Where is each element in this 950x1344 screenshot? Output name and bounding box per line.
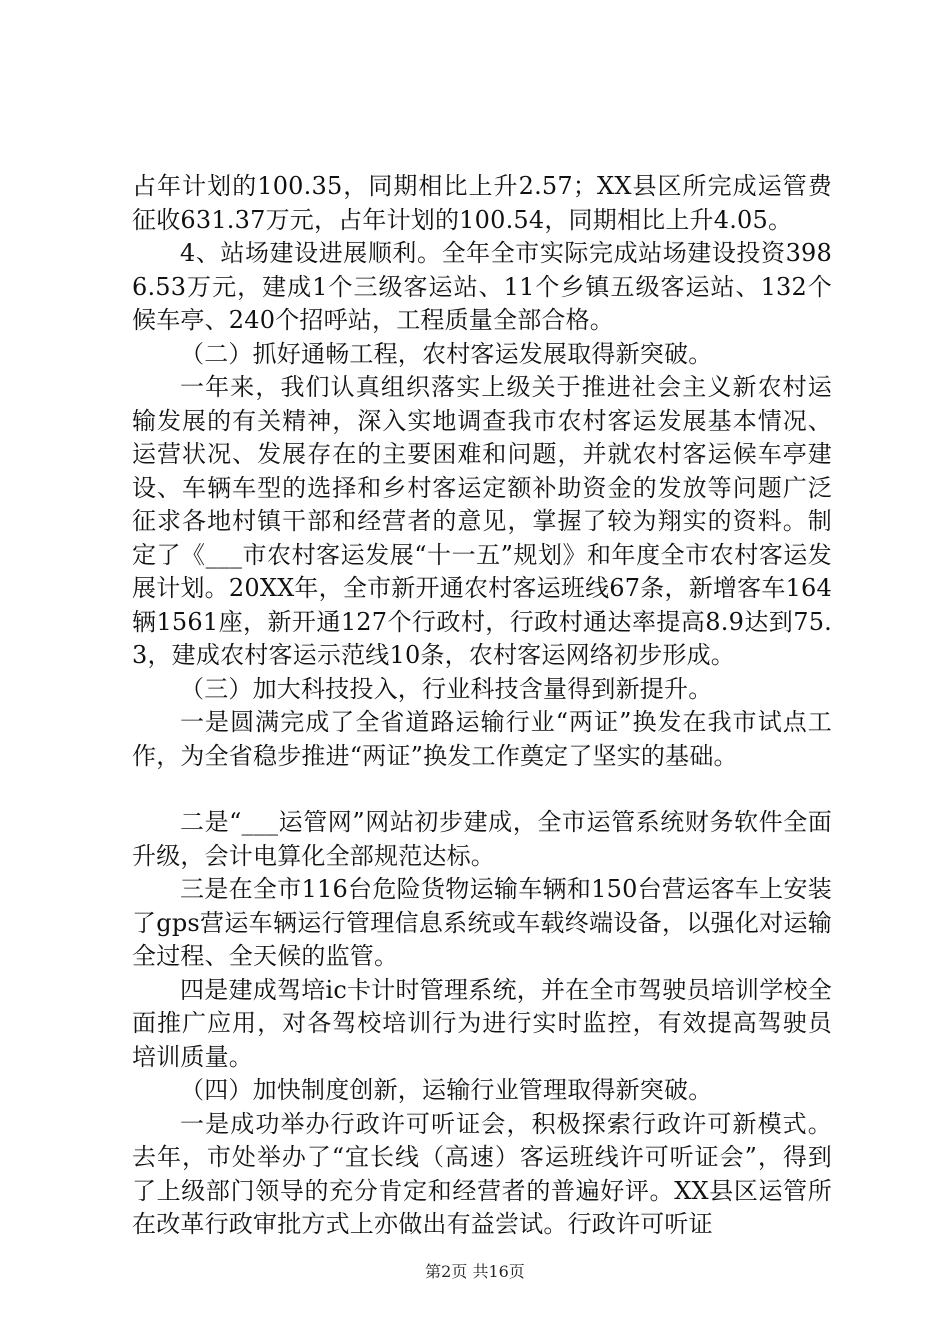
paragraph-8: 三是在全市116台危险货物运输车辆和150台营运客车上安装了gps营运车辆运行管理信息系统或车载终端设备，以强化对运输全过程、全天候的监管。 xyxy=(132,875,832,970)
paragraph-7: 二是“___运管网”网站初步建成，全市运管系统财务软件全面升级，会计电算化全部规范达标。 xyxy=(132,808,832,870)
paragraph-1: 占年计划的100.35，同期相比上升2.57；XX县区所完成运管费征收631.37万元，占年计划的100.54，同期相比上升4.05。 xyxy=(132,172,832,234)
section-heading-3: （三）加大科技投入，行业科技含量得到新提升。 xyxy=(180,674,713,703)
page-footer xyxy=(0,1262,950,1282)
paragraph-4: 一年来，我们认真组织落实上级关于推进社会主义新农村运输发展的有关精神，深入实地调查我市农村客运发展基本情况、运营状况、发展存在的主要困难和问题，并就农村客运候车亭建设、车辆车型的选择和乡村客运定额补助资金的发放等问题广泛征求各地村镇干部和经营者的意见，掌握了较为翔实的资料。制定了《___市农村客运发展“十一五”规划》和年度全市农村客运发展计划。20XX年，全市新开通农村客运班线67条，新增客车164辆1561座，新开通127个行政村，行政村通达率提高8.9达到75.3，建成农村客运示范线10条，农村客运网络初步形成。 xyxy=(132,373,832,669)
page-number: 第2页 共16页 xyxy=(425,1262,525,1281)
paragraph-11: 一是成功举办行政许可听证会，积极探索行政许可新模式。去年，市处举办了“宜长线（高速）客运班线许可听证会”，得到了上级部门领导的充分肯定和经营者的普遍好评。XX县区运管所在改革行政审批方式上亦做出有益尝试。行政许可听证 xyxy=(132,1109,832,1238)
paragraph-2: 4、站场建设进展顺利。全年全市实际完成站场建设投资3986.53万元，建成1个三级客运站、11个乡镇五级客运站、132个候车亭、240个招呼站，工程质量全部合格。 xyxy=(132,239,832,334)
paragraph-6: 一是圆满完成了全省道路运输行业“两证”换发在我市试点工作，为全省稳步推进“两证”换发工作奠定了坚实的基础。 xyxy=(132,708,832,770)
section-heading-2: （二）抓好通畅工程，农村客运发展取得新突破。 xyxy=(180,339,713,368)
document-body xyxy=(132,170,832,1242)
paragraph-9: 四是建成驾培ic卡计时管理系统，并在全市驾驶员培训学校全面推广应用，对各驾校培训行为进行实时监控，有效提高驾驶员培训质量。 xyxy=(132,975,832,1071)
section-heading-4: （四）加快制度创新，运输行业管理取得新突破。 xyxy=(180,1076,713,1104)
